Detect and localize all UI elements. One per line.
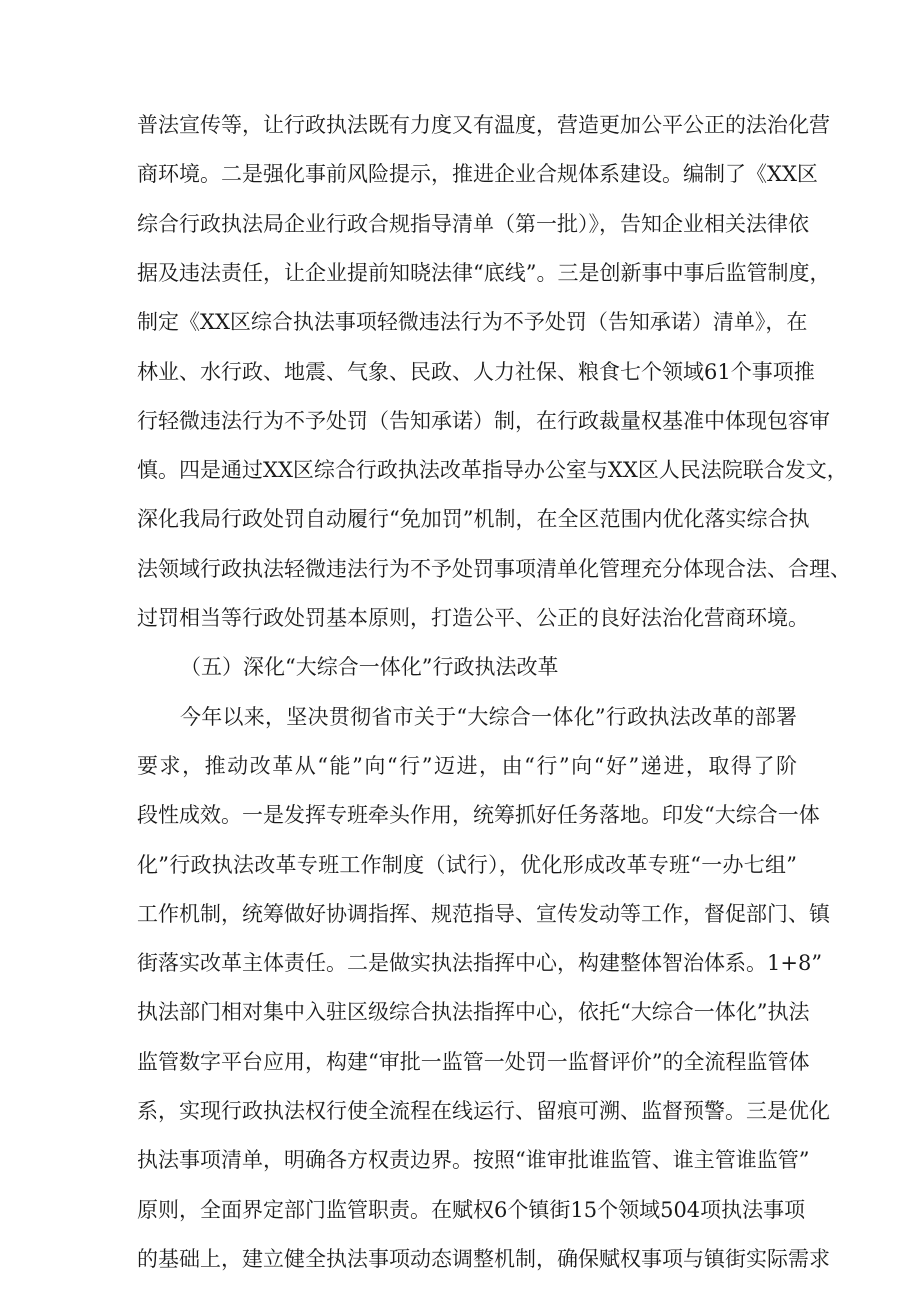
body-text-line: 原则，全面界定部门监管职责。在赋权6个镇街15个领域504项执法事项 <box>137 1197 806 1222</box>
body-text-line: 要求，推动改革从“能”向“行”迈进，由“行”向“好”递进，取得了阶 <box>137 753 797 778</box>
body-text-line: 制定《XX区综合执法事项轻微违法行为不予处罚（告知承诺）清单》，在 <box>137 310 808 335</box>
body-text-line: 执法事项清单，明确各方权责边界。按照“谁审批谁监管、谁主管谁监管” <box>137 1148 810 1173</box>
body-text-line: 深化我局行政处罚自动履行“免加罚”机制，在全区范围内优化落实综合执 <box>137 507 810 532</box>
body-text-line: 林业、水行政、地震、气象、民政、人力社保、粮食七个领域61个事项推 <box>137 359 815 384</box>
body-text-line: 监管数字平台应用，构建“审批一监管一处罚一监督评价”的全流程监管体 <box>137 1049 810 1074</box>
body-text-line: 执法部门相对集中入驻区级综合执法指挥中心，依托“大综合一体化”执法 <box>137 1000 810 1025</box>
body-text-line: 化”行政执法改革专班工作制度（试行），优化形成改革专班“一办七组” <box>137 852 797 877</box>
body-text-line: 系，实现行政执法权行使全流程在线运行、留痕可溯、监督预警。三是优化 <box>137 1099 830 1123</box>
body-text-line: 的基础上，建立健全执法事项动态调整机制，确保赋权事项与镇街实际需求 <box>137 1246 830 1271</box>
body-text-line: 法领域行政执法轻微违法行为不予处罚事项清单化管理充分体现合法、合理、 <box>137 556 851 581</box>
body-text-line: 工作机制，统筹做好协调指挥、规范指导、宣传发动等工作，督促部门、镇 <box>137 901 830 926</box>
body-text-line: 段性成效。一是发挥专班牵头作用，统筹抓好任务落地。印发“大综合一体 <box>137 803 820 828</box>
body-text-line: 过罚相当等行政处罚基本原则，打造公平、公正的良好法治化营商环境。 <box>137 606 809 630</box>
section-heading: （五）深化“大综合一体化”行政执法改革 <box>180 655 559 680</box>
body-text-line: 据及违法责任，让企业提前知晓法律“底线”。三是创新事中事后监管制度， <box>137 260 831 285</box>
body-text-line: 街落实改革主体责任。二是做实执法指挥中心，构建整体智治体系。1+8” <box>137 951 823 976</box>
body-text-line: 慎。四是通过XX区综合行政执法改革指导办公室与XX区人民法院联合发文， <box>137 458 848 483</box>
body-text-line: 行轻微违法行为不予处罚（告知承诺）制，在行政裁量权基准中体现包容审 <box>137 408 830 433</box>
body-text-line: 综合行政执法局企业行政合规指导清单（第一批）》，告知企业相关法律依 <box>137 211 809 236</box>
body-text-line: 普法宣传等，让行政执法既有力度又有温度，营造更加公平公正的法治化营 <box>137 113 830 137</box>
paragraph-first-line: 今年以来，坚决贯彻省市关于“大综合一体化”行政执法改革的部署 <box>180 704 797 729</box>
body-text-line: 商环境。二是强化事前风险提示，推进企业合规体系建设。编制了《XX区 <box>137 162 818 187</box>
